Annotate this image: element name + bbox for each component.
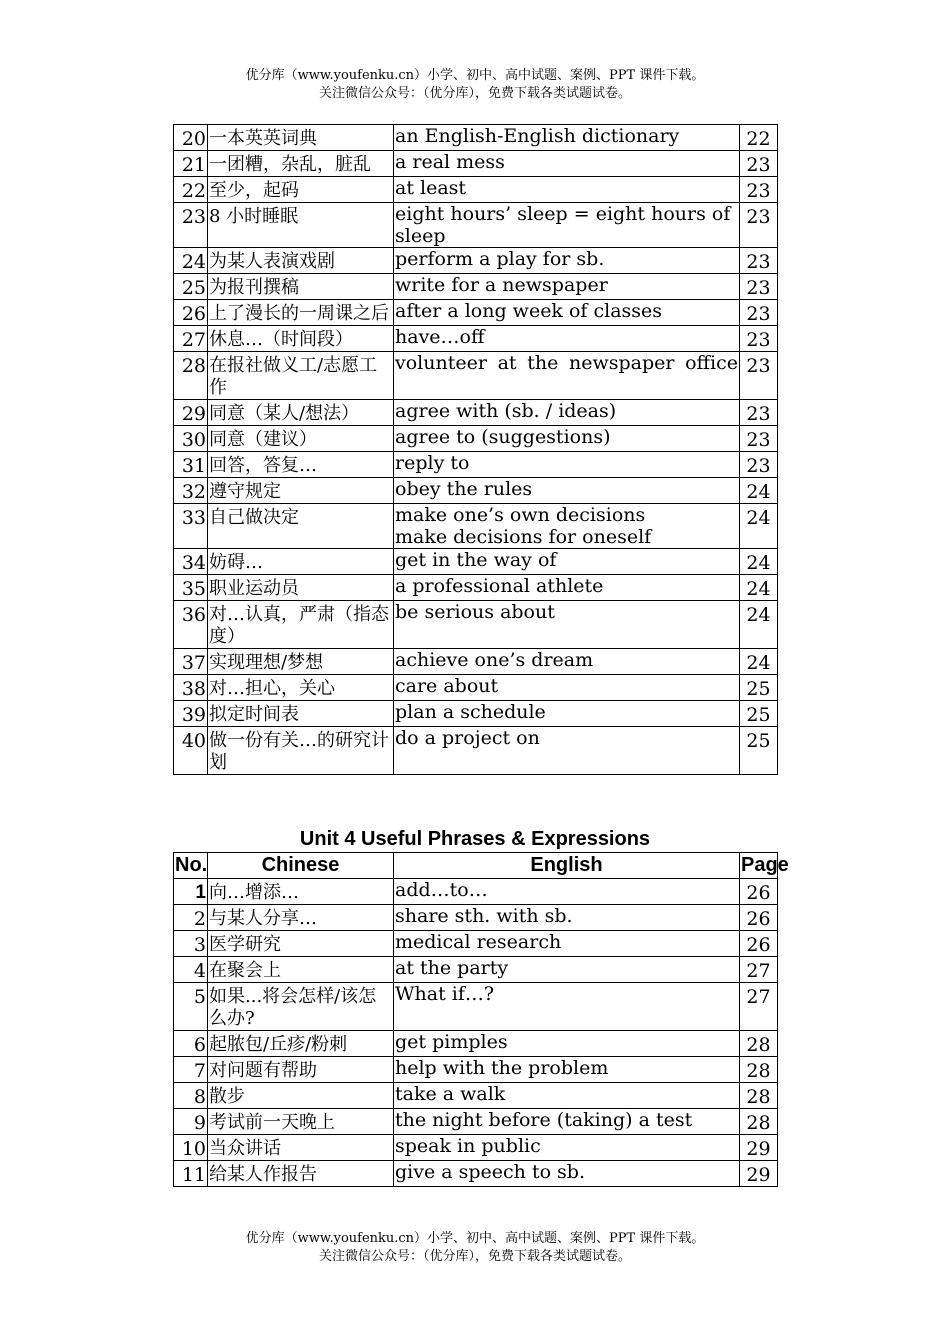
row-number: 22 bbox=[174, 177, 208, 203]
row-english bbox=[394, 504, 740, 549]
row-english: obey the rules bbox=[394, 478, 740, 504]
row-english: have…off bbox=[394, 326, 740, 352]
row-page: 23 bbox=[740, 151, 778, 177]
header-line-1: 优分库（www.youfenku.cn）小学、初中、高中试题、案例、PPT 课件下载。 bbox=[245, 68, 705, 83]
row-chinese: 对…担心，关心 bbox=[208, 675, 394, 701]
row-english: volunteer at the newspaper office bbox=[394, 352, 740, 400]
row-english: at least bbox=[394, 177, 740, 203]
row-page: 29 bbox=[740, 1161, 778, 1187]
row-page: 26 bbox=[740, 879, 778, 905]
table-row bbox=[174, 727, 778, 775]
table-row bbox=[174, 1031, 778, 1057]
table-row bbox=[174, 151, 778, 177]
row-english: medical research bbox=[394, 931, 740, 957]
table-header-row bbox=[174, 853, 778, 879]
row-page: 22 bbox=[740, 125, 778, 151]
row-number: 31 bbox=[174, 452, 208, 478]
row-chinese: 8 小时睡眠 bbox=[208, 203, 394, 248]
row-page: 23 bbox=[740, 326, 778, 352]
row-english: the night before (taking) a test bbox=[394, 1109, 740, 1135]
row-chinese: 为某人表演戏剧 bbox=[208, 248, 394, 274]
row-chinese: 医学研究 bbox=[208, 931, 394, 957]
row-number: 37 bbox=[174, 649, 208, 675]
row-page: 23 bbox=[740, 177, 778, 203]
row-english: perform a play for sb. bbox=[394, 248, 740, 274]
row-page: 23 bbox=[740, 300, 778, 326]
row-number: 1 bbox=[174, 879, 208, 905]
row-page: 24 bbox=[740, 575, 778, 601]
row-english: a professional athlete bbox=[394, 575, 740, 601]
row-english: eight hours’ sleep = eight hours of sleep bbox=[394, 203, 740, 248]
table-row bbox=[174, 352, 778, 400]
row-english-line: make one’s own decisions bbox=[395, 504, 646, 526]
row-chinese: 实现理想/梦想 bbox=[208, 649, 394, 675]
row-english: add…to… bbox=[394, 879, 740, 905]
row-number: 7 bbox=[174, 1057, 208, 1083]
unit4-title: Unit 4 Useful Phrases & Expressions bbox=[299, 828, 651, 850]
row-english: share sth. with sb. bbox=[394, 905, 740, 931]
table-row bbox=[174, 675, 778, 701]
row-number: 33 bbox=[174, 504, 208, 549]
row-english: after a long week of classes bbox=[394, 300, 740, 326]
row-number: 5 bbox=[174, 983, 208, 1031]
row-english: What if…? bbox=[394, 983, 740, 1031]
row-chinese: 为报刊撰稿 bbox=[208, 274, 394, 300]
row-english: plan a schedule bbox=[394, 701, 740, 727]
row-english: agree with (sb. / ideas) bbox=[394, 400, 740, 426]
row-chinese: 当众讲话 bbox=[208, 1135, 394, 1161]
row-page: 29 bbox=[740, 1135, 778, 1161]
row-number: 10 bbox=[174, 1135, 208, 1161]
table-row bbox=[174, 905, 778, 931]
row-page: 23 bbox=[740, 352, 778, 400]
row-number: 25 bbox=[174, 274, 208, 300]
row-number: 9 bbox=[174, 1109, 208, 1135]
row-number: 2 bbox=[174, 905, 208, 931]
header-page: Page bbox=[740, 853, 778, 879]
row-page: 24 bbox=[740, 549, 778, 575]
table-row bbox=[174, 326, 778, 352]
row-page: 24 bbox=[740, 649, 778, 675]
row-number: 23 bbox=[174, 203, 208, 248]
row-chinese: 在报社做义工/志愿工作 bbox=[208, 352, 394, 400]
row-chinese: 考试前一天晚上 bbox=[208, 1109, 394, 1135]
table-row bbox=[174, 957, 778, 983]
row-page: 28 bbox=[740, 1057, 778, 1083]
row-chinese: 同意（某人/想法） bbox=[208, 400, 394, 426]
table-row bbox=[174, 549, 778, 575]
row-page: 24 bbox=[740, 601, 778, 649]
table-row bbox=[174, 125, 778, 151]
row-chinese: 上了漫长的一周课之后 bbox=[208, 300, 394, 326]
header-english: English bbox=[394, 853, 740, 879]
row-english: be serious about bbox=[394, 601, 740, 649]
unit4-phrases-table bbox=[173, 852, 789, 1187]
row-number: 40 bbox=[174, 727, 208, 775]
row-english-line: make decisions for oneself bbox=[395, 526, 652, 548]
row-page: 23 bbox=[740, 426, 778, 452]
row-chinese: 遵守规定 bbox=[208, 478, 394, 504]
row-chinese: 至少，起码 bbox=[208, 177, 394, 203]
row-chinese: 一团糟，杂乱，脏乱 bbox=[208, 151, 394, 177]
row-chinese: 起脓包/丘疹/粉刺 bbox=[208, 1031, 394, 1057]
row-number: 30 bbox=[174, 426, 208, 452]
row-number: 8 bbox=[174, 1083, 208, 1109]
footer-line-1: 优分库（www.youfenku.cn）小学、初中、高中试题、案例、PPT 课件下载。 bbox=[245, 1231, 705, 1246]
table-row bbox=[174, 478, 778, 504]
header-line-2: 关注微信公众号：（优分库），免费下载各类试题试卷。 bbox=[318, 86, 631, 101]
row-chinese: 向…增添… bbox=[208, 879, 394, 905]
row-chinese: 一本英英词典 bbox=[208, 125, 394, 151]
row-number: 21 bbox=[174, 151, 208, 177]
row-page: 27 bbox=[740, 983, 778, 1031]
row-number: 32 bbox=[174, 478, 208, 504]
table-row bbox=[174, 649, 778, 675]
row-number: 35 bbox=[174, 575, 208, 601]
phrases-table-continued bbox=[173, 124, 778, 775]
row-chinese: 同意（建议） bbox=[208, 426, 394, 452]
row-number: 20 bbox=[174, 125, 208, 151]
row-number: 4 bbox=[174, 957, 208, 983]
row-chinese: 如果...将会怎样/该怎么办? bbox=[208, 983, 394, 1031]
row-chinese: 给某人作报告 bbox=[208, 1161, 394, 1187]
row-english: help with the problem bbox=[394, 1057, 740, 1083]
row-page: 23 bbox=[740, 203, 778, 248]
table-row bbox=[174, 248, 778, 274]
row-number: 26 bbox=[174, 300, 208, 326]
row-number: 3 bbox=[174, 931, 208, 957]
table-row bbox=[174, 300, 778, 326]
row-page: 26 bbox=[740, 931, 778, 957]
table-row bbox=[174, 274, 778, 300]
row-english: take a walk bbox=[394, 1083, 740, 1109]
row-page: 23 bbox=[740, 452, 778, 478]
row-english: achieve one’s dream bbox=[394, 649, 740, 675]
row-number: 34 bbox=[174, 549, 208, 575]
row-chinese: 对问题有帮助 bbox=[208, 1057, 394, 1083]
row-english: give a speech to sb. bbox=[394, 1161, 740, 1187]
row-number: 28 bbox=[174, 352, 208, 400]
table-row bbox=[174, 426, 778, 452]
footer-line-2: 关注微信公众号：（优分库），免费下载各类试题试卷。 bbox=[318, 1249, 631, 1264]
row-page: 26 bbox=[740, 905, 778, 931]
table-row bbox=[174, 1083, 778, 1109]
row-number: 36 bbox=[174, 601, 208, 649]
row-english: do a project on bbox=[394, 727, 740, 775]
table-row bbox=[174, 203, 778, 248]
row-page: 28 bbox=[740, 1083, 778, 1109]
row-english: get pimples bbox=[394, 1031, 740, 1057]
row-chinese: 妨碍… bbox=[208, 549, 394, 575]
row-english: agree to (suggestions) bbox=[394, 426, 740, 452]
table-row bbox=[174, 1135, 778, 1161]
row-page: 23 bbox=[740, 400, 778, 426]
row-english: care about bbox=[394, 675, 740, 701]
row-number: 11 bbox=[174, 1161, 208, 1187]
row-chinese: 做一份有关…的研究计划 bbox=[208, 727, 394, 775]
row-page: 28 bbox=[740, 1109, 778, 1135]
table-row bbox=[174, 879, 778, 905]
table-row bbox=[174, 1109, 778, 1135]
table-row bbox=[174, 701, 778, 727]
row-chinese: 在聚会上 bbox=[208, 957, 394, 983]
header-no: No. bbox=[174, 853, 208, 879]
row-english: speak in public bbox=[394, 1135, 740, 1161]
row-page: 25 bbox=[740, 701, 778, 727]
row-number: 24 bbox=[174, 248, 208, 274]
table-row bbox=[174, 504, 778, 549]
row-english: a real mess bbox=[394, 151, 740, 177]
row-english: at the party bbox=[394, 957, 740, 983]
row-number: 38 bbox=[174, 675, 208, 701]
row-page: 25 bbox=[740, 727, 778, 775]
row-chinese: 自己做决定 bbox=[208, 504, 394, 549]
row-chinese: 回答，答复… bbox=[208, 452, 394, 478]
page-footer bbox=[0, 1230, 950, 1266]
row-chinese: 拟定时间表 bbox=[208, 701, 394, 727]
row-page: 27 bbox=[740, 957, 778, 983]
table-row bbox=[174, 400, 778, 426]
table-row bbox=[174, 1057, 778, 1083]
row-english: get in the way of bbox=[394, 549, 740, 575]
table-row bbox=[174, 452, 778, 478]
row-page: 24 bbox=[740, 478, 778, 504]
table-row bbox=[174, 575, 778, 601]
row-chinese: 与某人分享… bbox=[208, 905, 394, 931]
page-header bbox=[0, 67, 950, 103]
row-page: 25 bbox=[740, 675, 778, 701]
row-number: 29 bbox=[174, 400, 208, 426]
row-number: 6 bbox=[174, 1031, 208, 1057]
row-chinese: 休息…（时间段） bbox=[208, 326, 394, 352]
row-english: reply to bbox=[394, 452, 740, 478]
row-chinese: 散步 bbox=[208, 1083, 394, 1109]
table-row bbox=[174, 931, 778, 957]
row-page: 23 bbox=[740, 248, 778, 274]
row-number: 27 bbox=[174, 326, 208, 352]
header-chinese: Chinese bbox=[208, 853, 394, 879]
row-page: 28 bbox=[740, 1031, 778, 1057]
row-english: an English-English dictionary bbox=[394, 125, 740, 151]
table-row bbox=[174, 983, 778, 1031]
row-page: 23 bbox=[740, 274, 778, 300]
row-chinese: 对…认真，严肃（指态度） bbox=[208, 601, 394, 649]
table-row bbox=[174, 177, 778, 203]
table-row bbox=[174, 601, 778, 649]
row-number: 39 bbox=[174, 701, 208, 727]
row-chinese: 职业运动员 bbox=[208, 575, 394, 601]
row-page: 24 bbox=[740, 504, 778, 549]
table-row bbox=[174, 1161, 778, 1187]
row-english: write for a newspaper bbox=[394, 274, 740, 300]
